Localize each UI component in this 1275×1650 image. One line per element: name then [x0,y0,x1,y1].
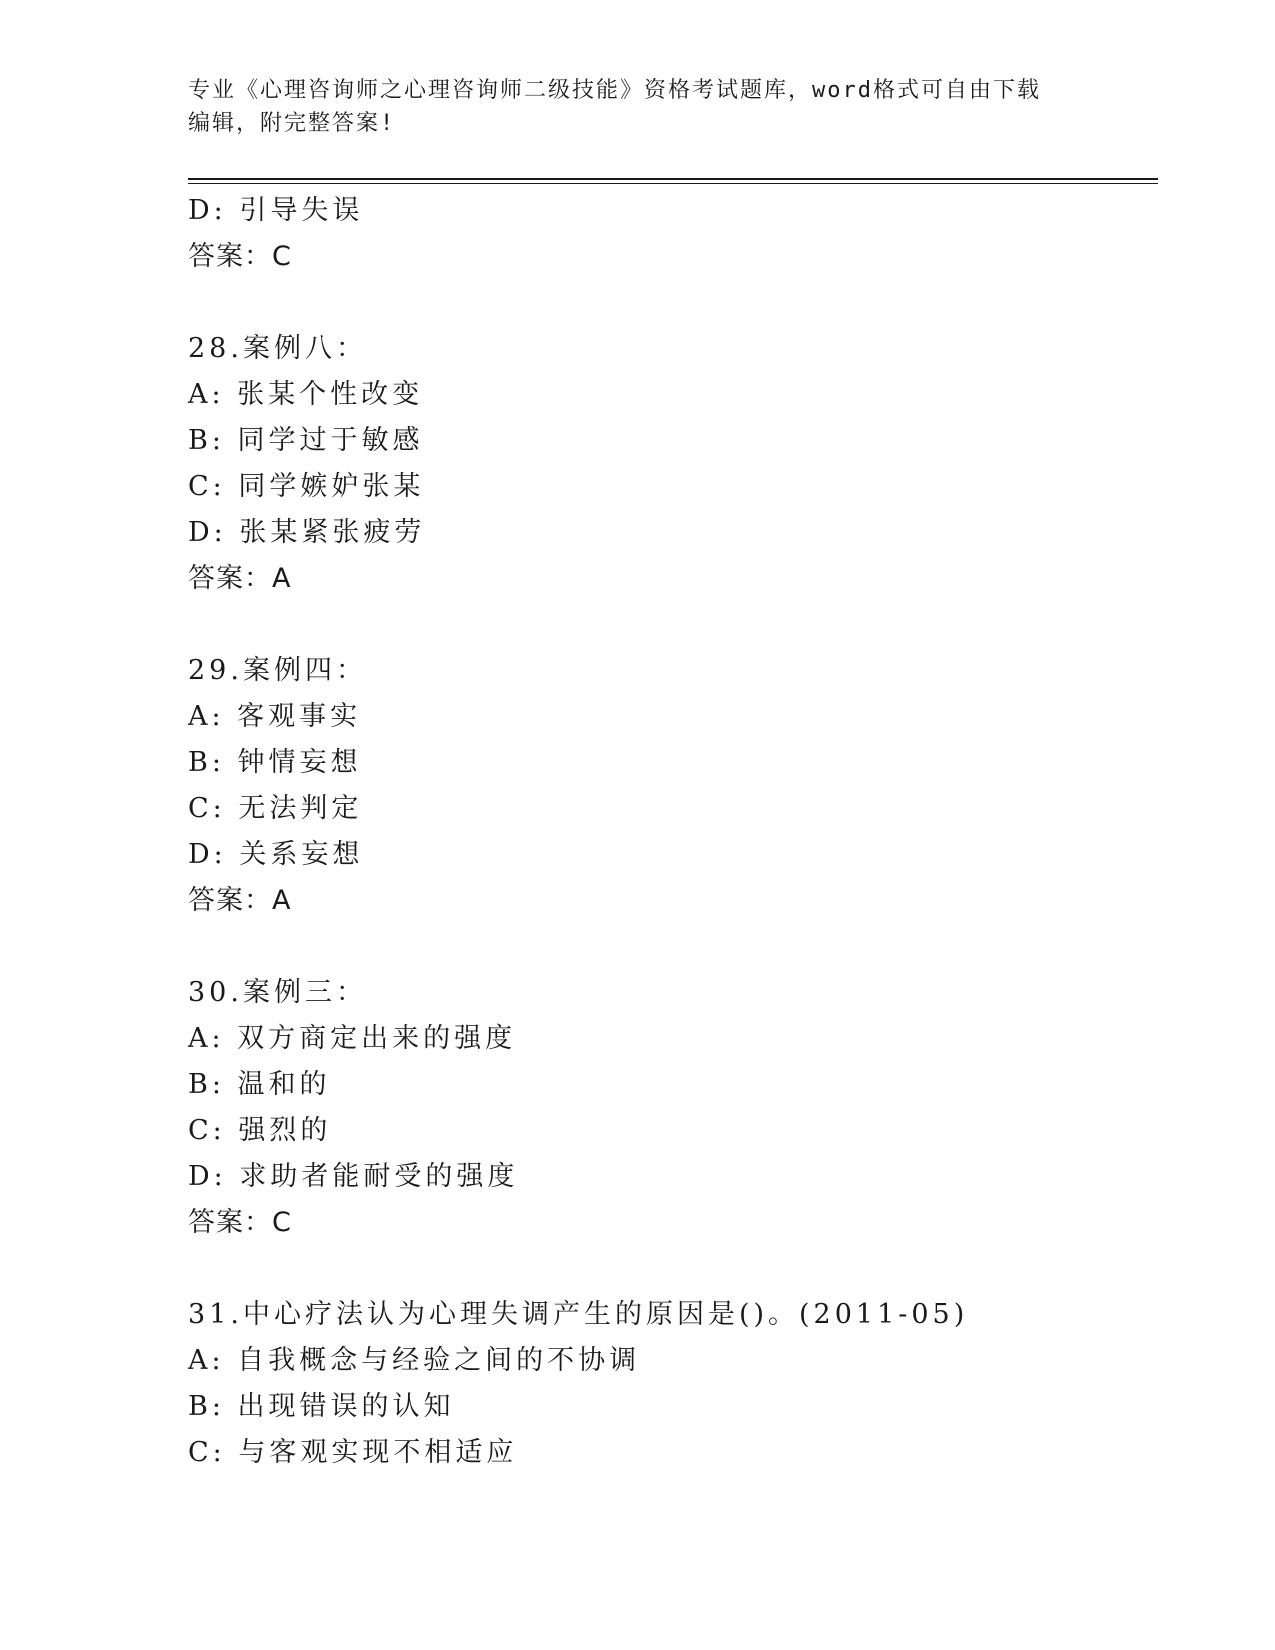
header-rule-thick [188,178,1158,180]
option-b-q30: B: 温和的 [188,1069,331,1100]
option-d-q27: D: 引导失误 [188,195,364,226]
option-a-q29: A: 客观事实 [188,701,362,732]
option-b-q29: B: 钟情妄想 [188,747,362,778]
page-header [188,74,1088,140]
answer-q27: 答案：C [188,241,292,272]
spacer [188,280,1158,326]
question-list [188,188,1158,1476]
answer-q28: 答案：A [188,563,292,594]
option-b-q28: B: 同学过于敏感 [188,425,424,456]
option-c-q31: C: 与客观实现不相适应 [188,1437,518,1468]
question-30: 30.案例三： [188,977,367,1008]
question-29: 29.案例四： [188,655,367,686]
option-b-q31: B: 出现错误的认知 [188,1391,455,1422]
option-d-q30: D: 求助者能耐受的强度 [188,1161,519,1192]
option-c-q29: C: 无法判定 [188,793,363,824]
header-line-1: 专业《心理咨询师之心理咨询师二级技能》资格考试题库，word格式可自由下载 [188,78,1041,103]
answer-q29: 答案：A [188,885,292,916]
option-c-q30: C: 强烈的 [188,1115,332,1146]
spacer [188,602,1158,648]
option-a-q31: A: 自我概念与经验之间的不协调 [188,1345,641,1376]
spacer [188,924,1158,970]
option-d-q28: D: 张某紧张疲劳 [188,517,426,548]
option-d-q29: D: 关系妄想 [188,839,364,870]
option-a-q28: A: 张某个性改变 [188,379,424,410]
option-c-q28: C: 同学嫉妒张某 [188,471,425,502]
header-rule-thin [188,183,1158,184]
option-a-q30: A: 双方商定出来的强度 [188,1023,517,1054]
header-line-2: 编辑，附完整答案! [188,111,396,136]
spacer [188,1246,1158,1292]
question-28: 28.案例八： [188,333,367,364]
answer-q30: 答案：C [188,1207,292,1238]
question-31: 31.中心疗法认为心理失调产生的原因是()。(2011-05) [188,1299,969,1330]
